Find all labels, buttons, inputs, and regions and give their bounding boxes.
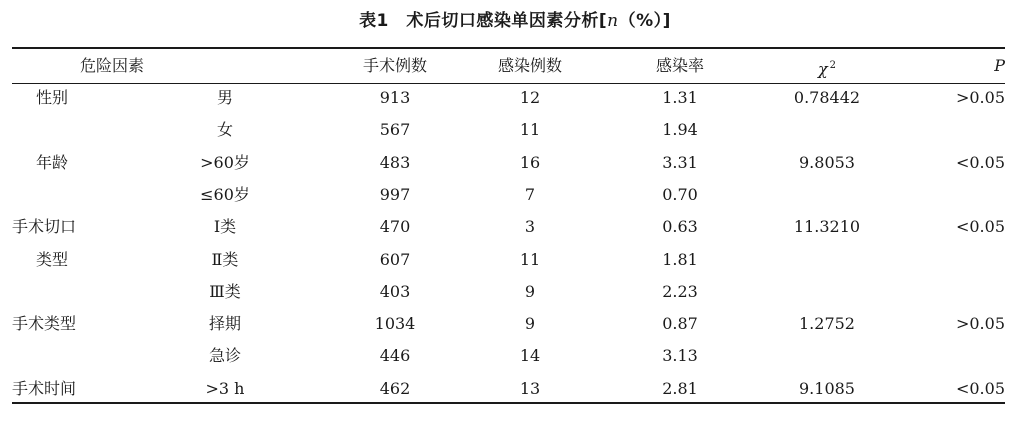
cell-surgery-count: 446 (379, 346, 411, 366)
cell-surgery-count: 1034 (374, 314, 416, 334)
cell-p-value: <0.05 (955, 378, 1005, 398)
cell-chi-square: 11.3210 (793, 217, 861, 237)
cell-level: ≤60岁 (200, 184, 250, 204)
cell-surgery-count: 483 (379, 152, 411, 172)
cell-level: Ⅰ类 (213, 217, 237, 237)
table-title-prefix: 表1 术后切口感染单因素分析[ (359, 11, 608, 31)
cell-p-value: >0.05 (955, 88, 1005, 107)
cell-risk-factor: 手术类型 (12, 314, 77, 334)
cell-chi-square: 9.8053 (799, 152, 855, 172)
table-bottom-rule (12, 402, 1005, 404)
table-top-rule (12, 47, 1005, 49)
header-p-value: P (994, 56, 1005, 75)
cell-infection-rate: 2.81 (662, 378, 698, 398)
cell-level: 择期 (208, 314, 241, 334)
cell-infection-rate: 0.87 (662, 314, 698, 334)
cell-infection-rate: 0.70 (662, 184, 698, 204)
cell-infection-count: 13 (519, 378, 541, 398)
cell-infection-rate: 1.94 (662, 120, 698, 140)
table-title-n: n (607, 11, 619, 31)
cell-level: 男 (216, 88, 233, 107)
cell-level: >60岁 (200, 152, 250, 172)
cell-level: 急诊 (208, 346, 241, 366)
cell-surgery-count: 997 (379, 184, 411, 204)
chi-symbol: χ (817, 59, 828, 79)
cell-infection-count: 3 (524, 217, 536, 237)
table-title-suffix: （%）] (618, 11, 671, 31)
table-title (0, 6, 1030, 31)
cell-level: >3 h (205, 378, 245, 398)
cell-infection-count: 9 (524, 314, 536, 334)
cell-risk-factor: 类型 (35, 249, 68, 269)
header-infection-count: 感染例数 (497, 56, 562, 75)
cell-infection-count: 9 (524, 281, 536, 301)
cell-infection-rate: 2.23 (662, 281, 698, 301)
cell-chi-square: 0.78442 (793, 88, 861, 107)
cell-p-value: >0.05 (955, 314, 1005, 334)
chi-superscript: 2 (829, 60, 837, 71)
header-surgery-count: 手术例数 (362, 56, 427, 75)
cell-surgery-count: 567 (379, 120, 411, 140)
header-risk-factor: 危险因素 (79, 56, 144, 75)
table-header-rule (12, 83, 1005, 84)
cell-level: Ⅲ类 (209, 281, 241, 301)
cell-infection-rate: 1.81 (662, 249, 698, 269)
cell-chi-square: 1.2752 (799, 314, 855, 334)
cell-level: Ⅱ类 (211, 249, 239, 269)
cell-surgery-count: 607 (379, 249, 411, 269)
cell-infection-count: 16 (519, 152, 541, 172)
cell-surgery-count: 913 (379, 88, 411, 107)
header-infection-rate: 感染率 (655, 56, 704, 75)
cell-infection-count: 14 (519, 346, 541, 366)
header-chi-square (762, 56, 892, 79)
cell-infection-rate: 0.63 (662, 217, 698, 237)
cell-risk-factor: 年龄 (35, 152, 68, 172)
cell-infection-rate: 1.31 (662, 88, 698, 107)
cell-infection-count: 7 (524, 184, 536, 204)
cell-chi-square: 9.1085 (799, 378, 855, 398)
cell-risk-factor: 手术时间 (12, 378, 77, 398)
cell-risk-factor: 性别 (35, 88, 68, 107)
cell-risk-factor: 手术切口 (12, 217, 77, 237)
cell-infection-rate: 3.13 (662, 346, 698, 366)
cell-surgery-count: 470 (379, 217, 411, 237)
cell-surgery-count: 462 (379, 378, 411, 398)
cell-infection-count: 11 (519, 249, 541, 269)
cell-infection-count: 12 (519, 88, 541, 107)
cell-infection-rate: 3.31 (662, 152, 698, 172)
cell-surgery-count: 403 (379, 281, 411, 301)
cell-p-value: <0.05 (955, 152, 1005, 172)
cell-level: 女 (216, 120, 233, 140)
cell-infection-count: 11 (519, 120, 541, 140)
cell-p-value: <0.05 (955, 217, 1005, 237)
